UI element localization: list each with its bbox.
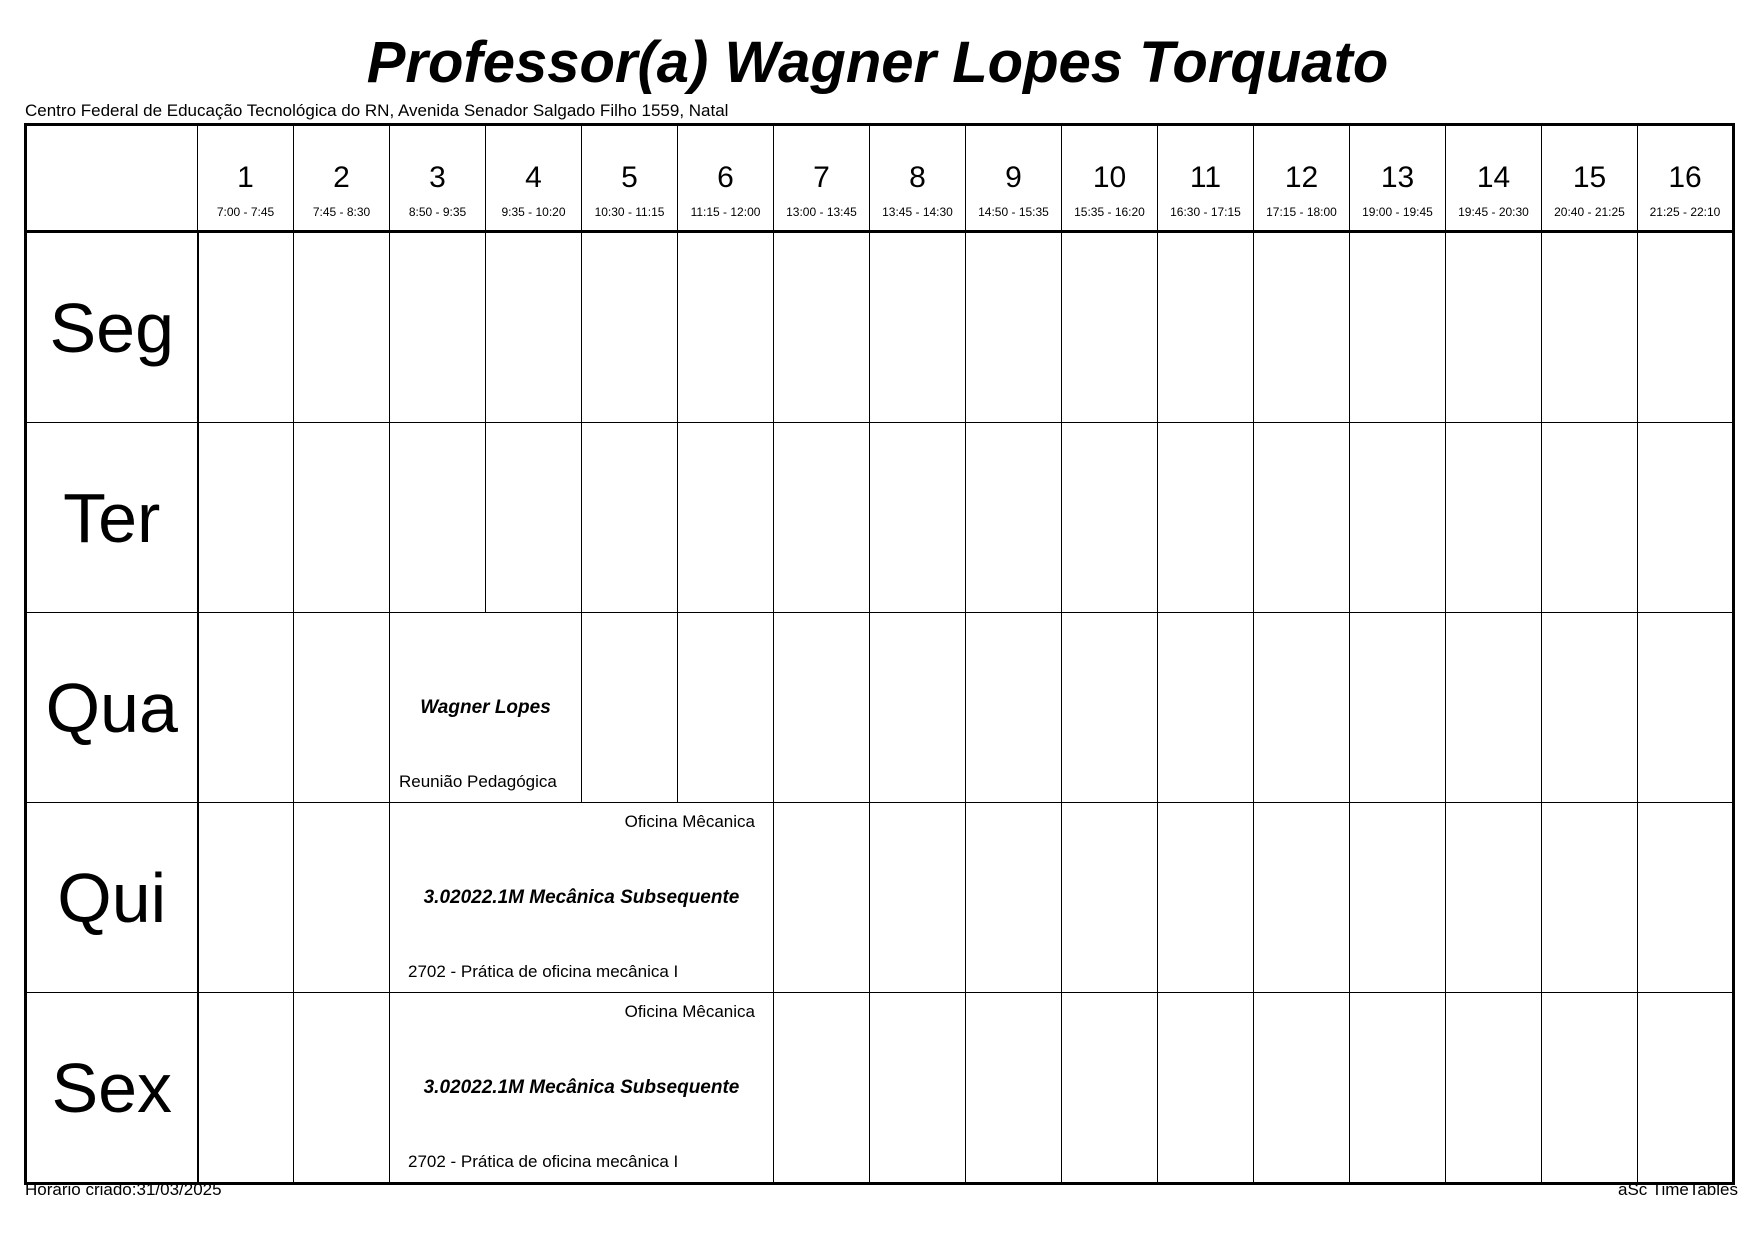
empty-slot [870,993,966,1184]
day-row-qui [26,803,1734,993]
period-number: 9 [1005,161,1022,194]
empty-slot [1446,613,1542,803]
period-header [1446,125,1542,232]
empty-slot [966,423,1062,613]
period-time: 7:45 - 8:30 [312,205,371,219]
period-header-row [26,125,1734,232]
period-number: 3 [429,161,446,194]
empty-slot [870,232,966,423]
day-name: Ter [63,478,161,557]
day-name: Qua [45,668,178,747]
period-time: 11:15 - 12:00 [690,205,761,219]
empty-slot [1446,803,1542,993]
empty-slot [294,232,390,423]
empty-slot [582,613,678,803]
empty-slot [1542,613,1638,803]
empty-slot [198,613,294,803]
empty-slot [1350,803,1446,993]
empty-slot [774,613,870,803]
empty-slot [198,232,294,423]
period-time: 16:30 - 17:15 [1170,205,1241,219]
period-header [294,125,390,232]
empty-slot [390,232,486,423]
empty-slot [678,423,774,613]
empty-slot [1254,993,1350,1184]
empty-slot [1158,803,1254,993]
period-header [1254,125,1350,232]
empty-slot [1638,613,1734,803]
empty-slot [678,232,774,423]
period-time: 9:35 - 10:20 [501,205,566,219]
empty-slot [1542,993,1638,1184]
period-header [1158,125,1254,232]
empty-slot [198,803,294,993]
empty-slot [582,232,678,423]
empty-slot [1638,423,1734,613]
empty-slot [1254,232,1350,423]
created-date: Horário criado:31/03/2025 [25,1180,222,1199]
day-label-cell [26,803,198,993]
empty-slot [1350,232,1446,423]
period-number: 1 [237,161,254,194]
period-number: 15 [1572,161,1607,194]
empty-slot [1254,423,1350,613]
empty-slot [1158,993,1254,1184]
period-header [582,125,678,232]
empty-slot [486,232,582,423]
empty-slot [1254,613,1350,803]
empty-slot [294,993,390,1184]
day-row-seg [26,232,1734,423]
empty-slot [1062,423,1158,613]
empty-slot [966,613,1062,803]
period-number: 6 [717,161,734,194]
period-time: 21:25 - 22:10 [1649,205,1721,219]
empty-slot [294,803,390,993]
period-header [678,125,774,232]
period-header [1350,125,1446,232]
lesson-class: 3.02022.1M Mecânica Subsequente [423,887,740,908]
day-name: Qui [57,858,167,937]
period-number: 10 [1092,161,1127,194]
period-time: 14:50 - 15:35 [978,205,1049,219]
empty-slot [1446,423,1542,613]
empty-slot [1638,803,1734,993]
period-number: 4 [525,161,542,194]
period-header [870,125,966,232]
empty-slot [1254,803,1350,993]
empty-slot [294,423,390,613]
period-number: 8 [909,161,926,194]
empty-slot [966,803,1062,993]
day-name: Seg [49,288,175,367]
lesson-teacher: Wagner Lopes [420,697,551,718]
empty-slot [966,993,1062,1184]
period-number: 5 [621,161,638,194]
school-address: Centro Federal de Educação Tecnológica do RN, Avenida Senador Salgado Filho 1559, Natal [25,101,729,120]
day-row-sex [26,993,1734,1184]
empty-slot [198,993,294,1184]
period-header [1542,125,1638,232]
empty-slot [1350,613,1446,803]
period-header [966,125,1062,232]
period-time: 15:35 - 16:20 [1074,205,1145,219]
empty-slot [678,613,774,803]
empty-slot [486,423,582,613]
empty-slot [870,803,966,993]
day-row-qua [26,613,1734,803]
period-number: 14 [1476,161,1511,194]
period-time: 10:30 - 11:15 [594,205,665,219]
timetable-grid [24,123,1735,1185]
lesson-card[interactable] [390,803,774,993]
empty-slot [1638,993,1734,1184]
empty-slot [1062,803,1158,993]
period-header [1638,125,1734,232]
period-header [486,125,582,232]
day-label-cell [26,993,198,1184]
period-number: 12 [1284,161,1319,194]
period-time: 13:45 - 14:30 [882,205,953,219]
lesson-room: Oficina Mêcanica [624,812,755,831]
lesson-subject: 2702 - Prática de oficina mecânica I [408,1152,679,1171]
period-number: 16 [1668,161,1702,194]
brand-label: aSc TimeTables [1618,1180,1738,1199]
empty-slot [1158,232,1254,423]
period-number: 13 [1380,161,1415,194]
period-header [390,125,486,232]
lesson-card[interactable] [390,613,582,803]
day-label-cell [26,232,198,423]
period-header [1062,125,1158,232]
empty-slot [774,803,870,993]
period-number: 11 [1189,161,1222,194]
period-time: 13:00 - 13:45 [786,205,857,219]
period-time: 7:00 - 7:45 [216,205,275,219]
lesson-subject: Reunião Pedagógica [399,772,557,791]
period-number: 7 [813,161,830,194]
empty-slot [1542,232,1638,423]
empty-slot [1542,423,1638,613]
empty-slot [390,423,486,613]
empty-slot [870,613,966,803]
empty-slot [1542,803,1638,993]
empty-slot [1350,993,1446,1184]
period-header [198,125,294,232]
page-title: Professor(a) Wagner Lopes Torquato [366,30,1389,95]
empty-slot [774,232,870,423]
empty-slot [774,423,870,613]
empty-slot [1350,423,1446,613]
empty-slot [1446,993,1542,1184]
day-label-cell [26,613,198,803]
day-name: Sex [51,1048,173,1127]
empty-slot [1062,613,1158,803]
empty-slot [1158,613,1254,803]
period-time: 20:40 - 21:25 [1554,205,1625,219]
empty-slot [966,232,1062,423]
corner-cell [26,125,198,232]
empty-slot [870,423,966,613]
period-time: 19:45 - 20:30 [1458,205,1529,219]
lesson-subject: 2702 - Prática de oficina mecânica I [408,962,679,981]
empty-slot [1062,232,1158,423]
empty-slot [1638,232,1734,423]
period-number: 2 [333,161,350,194]
empty-slot [1446,232,1542,423]
empty-slot [294,613,390,803]
empty-slot [774,993,870,1184]
period-time: 17:15 - 18:00 [1266,205,1337,219]
lesson-class: 3.02022.1M Mecânica Subsequente [423,1077,740,1098]
day-label-cell [26,423,198,613]
period-time: 19:00 - 19:45 [1362,205,1433,219]
period-time: 8:50 - 9:35 [408,205,467,219]
empty-slot [582,423,678,613]
day-row-ter [26,423,1734,613]
empty-slot [198,423,294,613]
lesson-room: Oficina Mêcanica [624,1002,755,1021]
empty-slot [1062,993,1158,1184]
lesson-card[interactable] [390,993,774,1184]
empty-slot [1158,423,1254,613]
period-header [774,125,870,232]
